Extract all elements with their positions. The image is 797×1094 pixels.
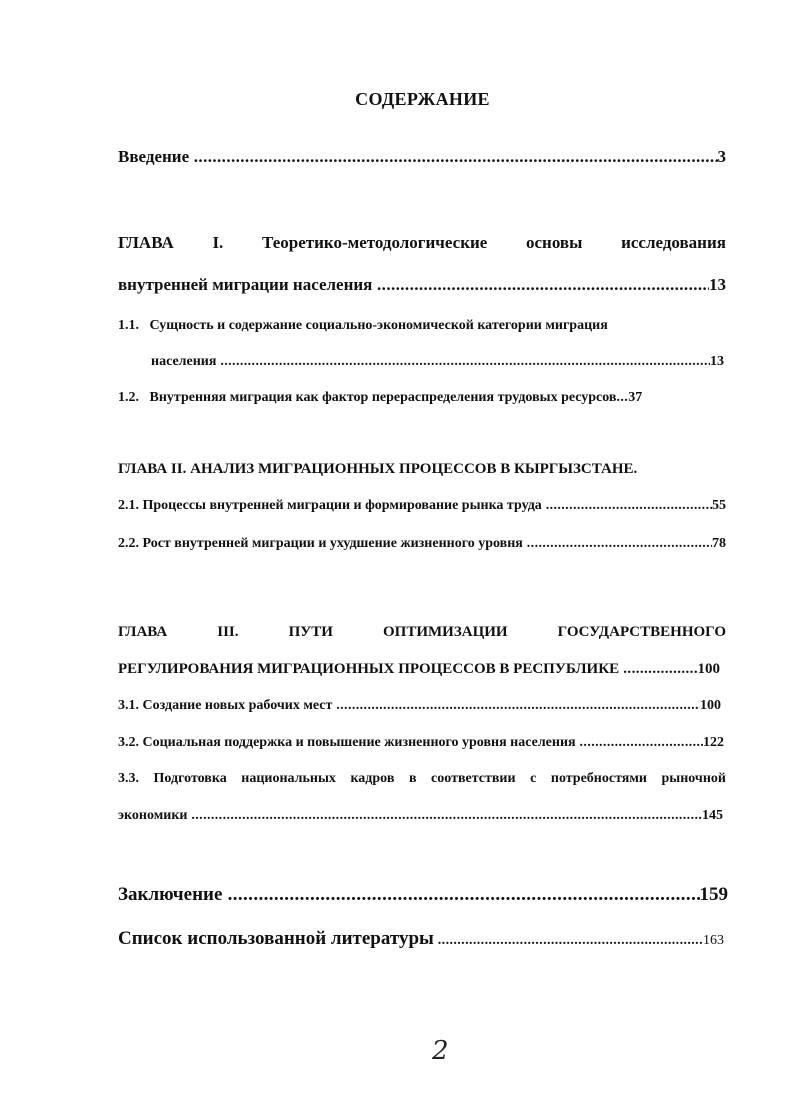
leader-dots [576,735,703,751]
section-word: с [530,771,537,786]
toc-label: Заключение [118,884,223,905]
section-word: в [408,771,417,786]
toc-page: 55 [712,498,726,513]
heading-word: I. [212,233,224,252]
leader-dots [332,698,700,714]
heading-word: III. [217,624,239,640]
toc-page: 122 [703,735,724,750]
toc-label: 2.2. Рост внутренней миграции и ухудшение жизненного уровня [118,536,523,551]
chapter-1-heading-line2[interactable] [118,275,726,295]
toc-label: Список использованной литературы [118,928,434,949]
toc-entry-2-2[interactable] [118,536,726,552]
toc-label: Сущность и содержание социально-экономической категории миграция [149,318,608,333]
toc-label: населения [151,354,217,369]
toc-entry-1-2[interactable] [118,390,724,406]
heading-word: исследования [621,233,726,252]
toc-entry-3-1[interactable] [118,698,721,714]
section-word: 3.3. [118,771,139,786]
leader-dots [216,354,710,370]
section-word: соответствии [431,771,516,786]
chapter-3-heading-line1[interactable] [118,624,726,641]
toc-page: 37 [628,390,643,405]
toc-page: 100 [697,661,720,677]
section-word: потребностями [550,771,647,786]
leader-dots [434,933,703,949]
toc-page: 163 [703,933,724,948]
toc-entry-2-1[interactable] [118,498,726,514]
heading-word: ГЛАВА [118,624,168,640]
toc-entry-3-2[interactable] [118,735,724,751]
toc-label: 3.2. Социальная поддержка и повышение жизненного уровня населения [118,735,576,750]
toc-entry-intro[interactable] [118,147,726,167]
leader-dots [187,808,702,824]
chapter-3-heading-line2[interactable] [118,661,720,678]
toc-entry-conclusion[interactable] [118,884,728,906]
page-title: СОДЕРЖАНИЕ [355,89,490,109]
toc-label: экономики [118,808,188,823]
chapter-2-heading[interactable]: ГЛАВА II. АНАЛИЗ МИГРАЦИОННЫХ ПРОЦЕССОВ В КЫРГЫЗСТАНЕ. [118,461,638,477]
leader-dots [542,498,712,514]
toc-page: 159 [699,884,728,905]
toc-entry-3-3-line1[interactable] [118,771,726,787]
toc-entry-references[interactable] [118,928,724,950]
section-word: Подготовка [153,771,227,786]
leader-dots [189,147,717,167]
toc-entry-3-3-line2[interactable] [118,808,723,824]
leader-dots: ... [616,390,629,405]
section-number: 1.2. [118,390,139,405]
toc-page: 13 [709,275,726,294]
heading-word: основы [526,233,583,252]
leader-dots [372,275,709,295]
toc-label: внутренней миграции населения [118,275,373,294]
toc-label: 2.1. Процессы внутренней миграции и формирование рынка труда [118,498,542,513]
chapter-1-heading-line1[interactable] [118,233,726,253]
heading-word: ГЛАВА [118,233,174,252]
page-number: 2 [432,1036,449,1066]
toc-page: 100 [700,698,721,713]
toc-page: 145 [702,808,723,823]
toc-page: 3 [717,147,726,166]
toc-label: Введение [118,147,190,166]
toc-page: 78 [712,536,726,551]
section-word: кадров [350,771,395,786]
toc-page: 13 [710,354,724,369]
leader-dots [523,536,712,552]
toc-label: РЕГУЛИРОВАНИЯ МИГРАЦИОННЫХ ПРОЦЕССОВ В РЕСПУБЛИКЕ [118,661,620,677]
section-word: рыночной [661,771,726,786]
section-number: 1.1. [118,318,139,333]
heading-word: Теоретико-методологические [262,233,488,252]
toc-label: Внутренняя миграция как фактор перераспределения трудовых ресурсов [149,390,617,405]
toc-entry-1-1-line1[interactable] [118,318,608,334]
section-word: национальных [241,771,336,786]
heading-word: ПУТИ [288,624,333,640]
toc-entry-1-1-line2[interactable] [151,354,724,370]
heading-word: ГОСУДАРСТВЕННОГО [557,624,726,640]
heading-word: ОПТИМИЗАЦИИ [383,624,508,640]
toc-label: 3.1. Создание новых рабочих мест [118,698,333,713]
leader-dots [619,661,697,678]
leader-dots [222,884,699,906]
